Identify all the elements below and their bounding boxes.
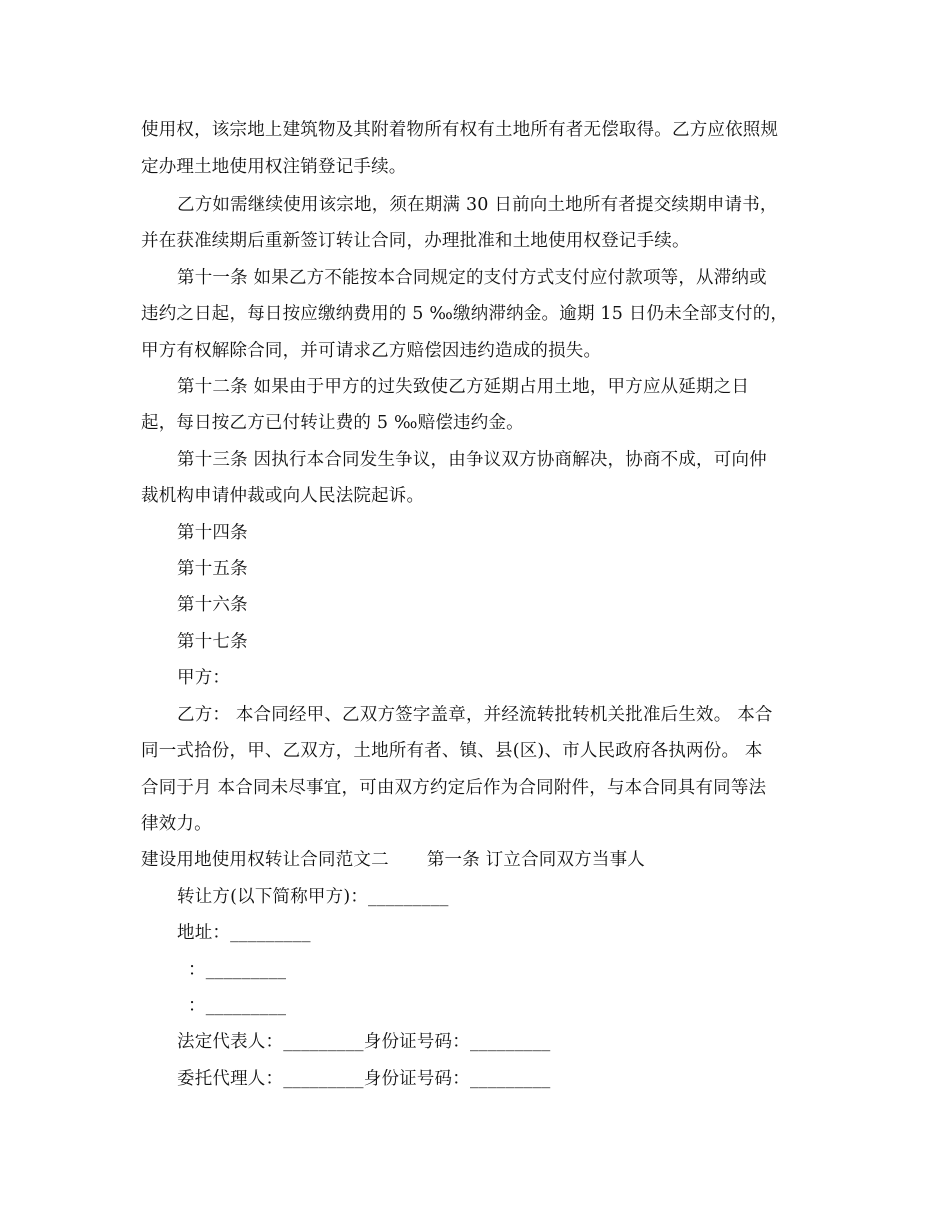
text-line: 并在获准续期后重新签订转让合同，办理批准和土地使用权登记手续。 <box>141 231 690 251</box>
title-left: 建设用地使用权转让合同范文二 <box>141 850 389 870</box>
party-a-label: 甲方： <box>177 668 231 688</box>
text-line: 甲方有权解除合同，并可请求乙方赔偿因违约造成的损失。 <box>141 341 602 361</box>
text-line: 同一式拾份，甲、乙双方，土地所有者、镇、县(区)、市人民政府各执两份。 本 <box>141 741 763 761</box>
clause-11: 第十一条 如果乙方不能按本合同规定的支付方式支付应付款项等，从滞纳或 <box>177 268 767 288</box>
clause-15: 第十五条 <box>177 559 248 579</box>
clause-17: 第十七条 <box>177 632 248 652</box>
clause-12: 第十二条 如果由于甲方的过失致使乙方延期占用土地，甲方应从延期之日 <box>177 377 750 397</box>
address-field: 地址：_________ <box>177 923 311 943</box>
clause-14: 第十四条 <box>177 523 248 543</box>
text-line: 违约之日起，每日按应缴纳费用的 5 ‰缴纳滞纳金。逾期 15 日仍未全部支付的， <box>141 304 789 324</box>
clause-16: 第十六条 <box>177 595 248 615</box>
text-line: 使用权，该宗地上建筑物及其附着物所有权有土地所有者无偿取得。乙方应依照规 <box>141 120 779 140</box>
legal-rep-field: 法定代表人：_________身份证号码：_________ <box>177 1032 551 1052</box>
text-line: 定办理土地使用权注销登记手续。 <box>141 157 407 177</box>
section-title <box>141 849 645 871</box>
title-right: 第一条 订立合同双方当事人 <box>426 850 645 870</box>
text-line: 乙方如需继续使用该宗地，须在期满 30 日前向土地所有者提交续期申请书， <box>177 195 778 215</box>
agent-field: 委托代理人：_________身份证号码：_________ <box>177 1069 551 1089</box>
text-line: 律效力。 <box>141 814 212 834</box>
blank-field: ：_________ <box>188 996 287 1016</box>
transferor-field: 转让方(以下简称甲方)：_________ <box>177 887 449 907</box>
text-line: 裁机构申请仲裁或向人民法院起诉。 <box>141 486 425 506</box>
party-b-label: 乙方： 本合同经甲、乙双方签字盖章，并经流转批转机关批准后生效。 本合 <box>177 705 773 725</box>
text-line: 起，每日按乙方已付转让费的 5 ‰赔偿违约金。 <box>141 413 524 433</box>
blank-field: ：_________ <box>188 960 287 980</box>
clause-13: 第十三条 因执行本合同发生争议，由争议双方协商解决，协商不成，可向仲 <box>177 450 767 470</box>
text-line: 合同于月 本合同未尽事宜，可由双方约定后作为合同附件，与本合同具有同等法 <box>141 778 767 798</box>
